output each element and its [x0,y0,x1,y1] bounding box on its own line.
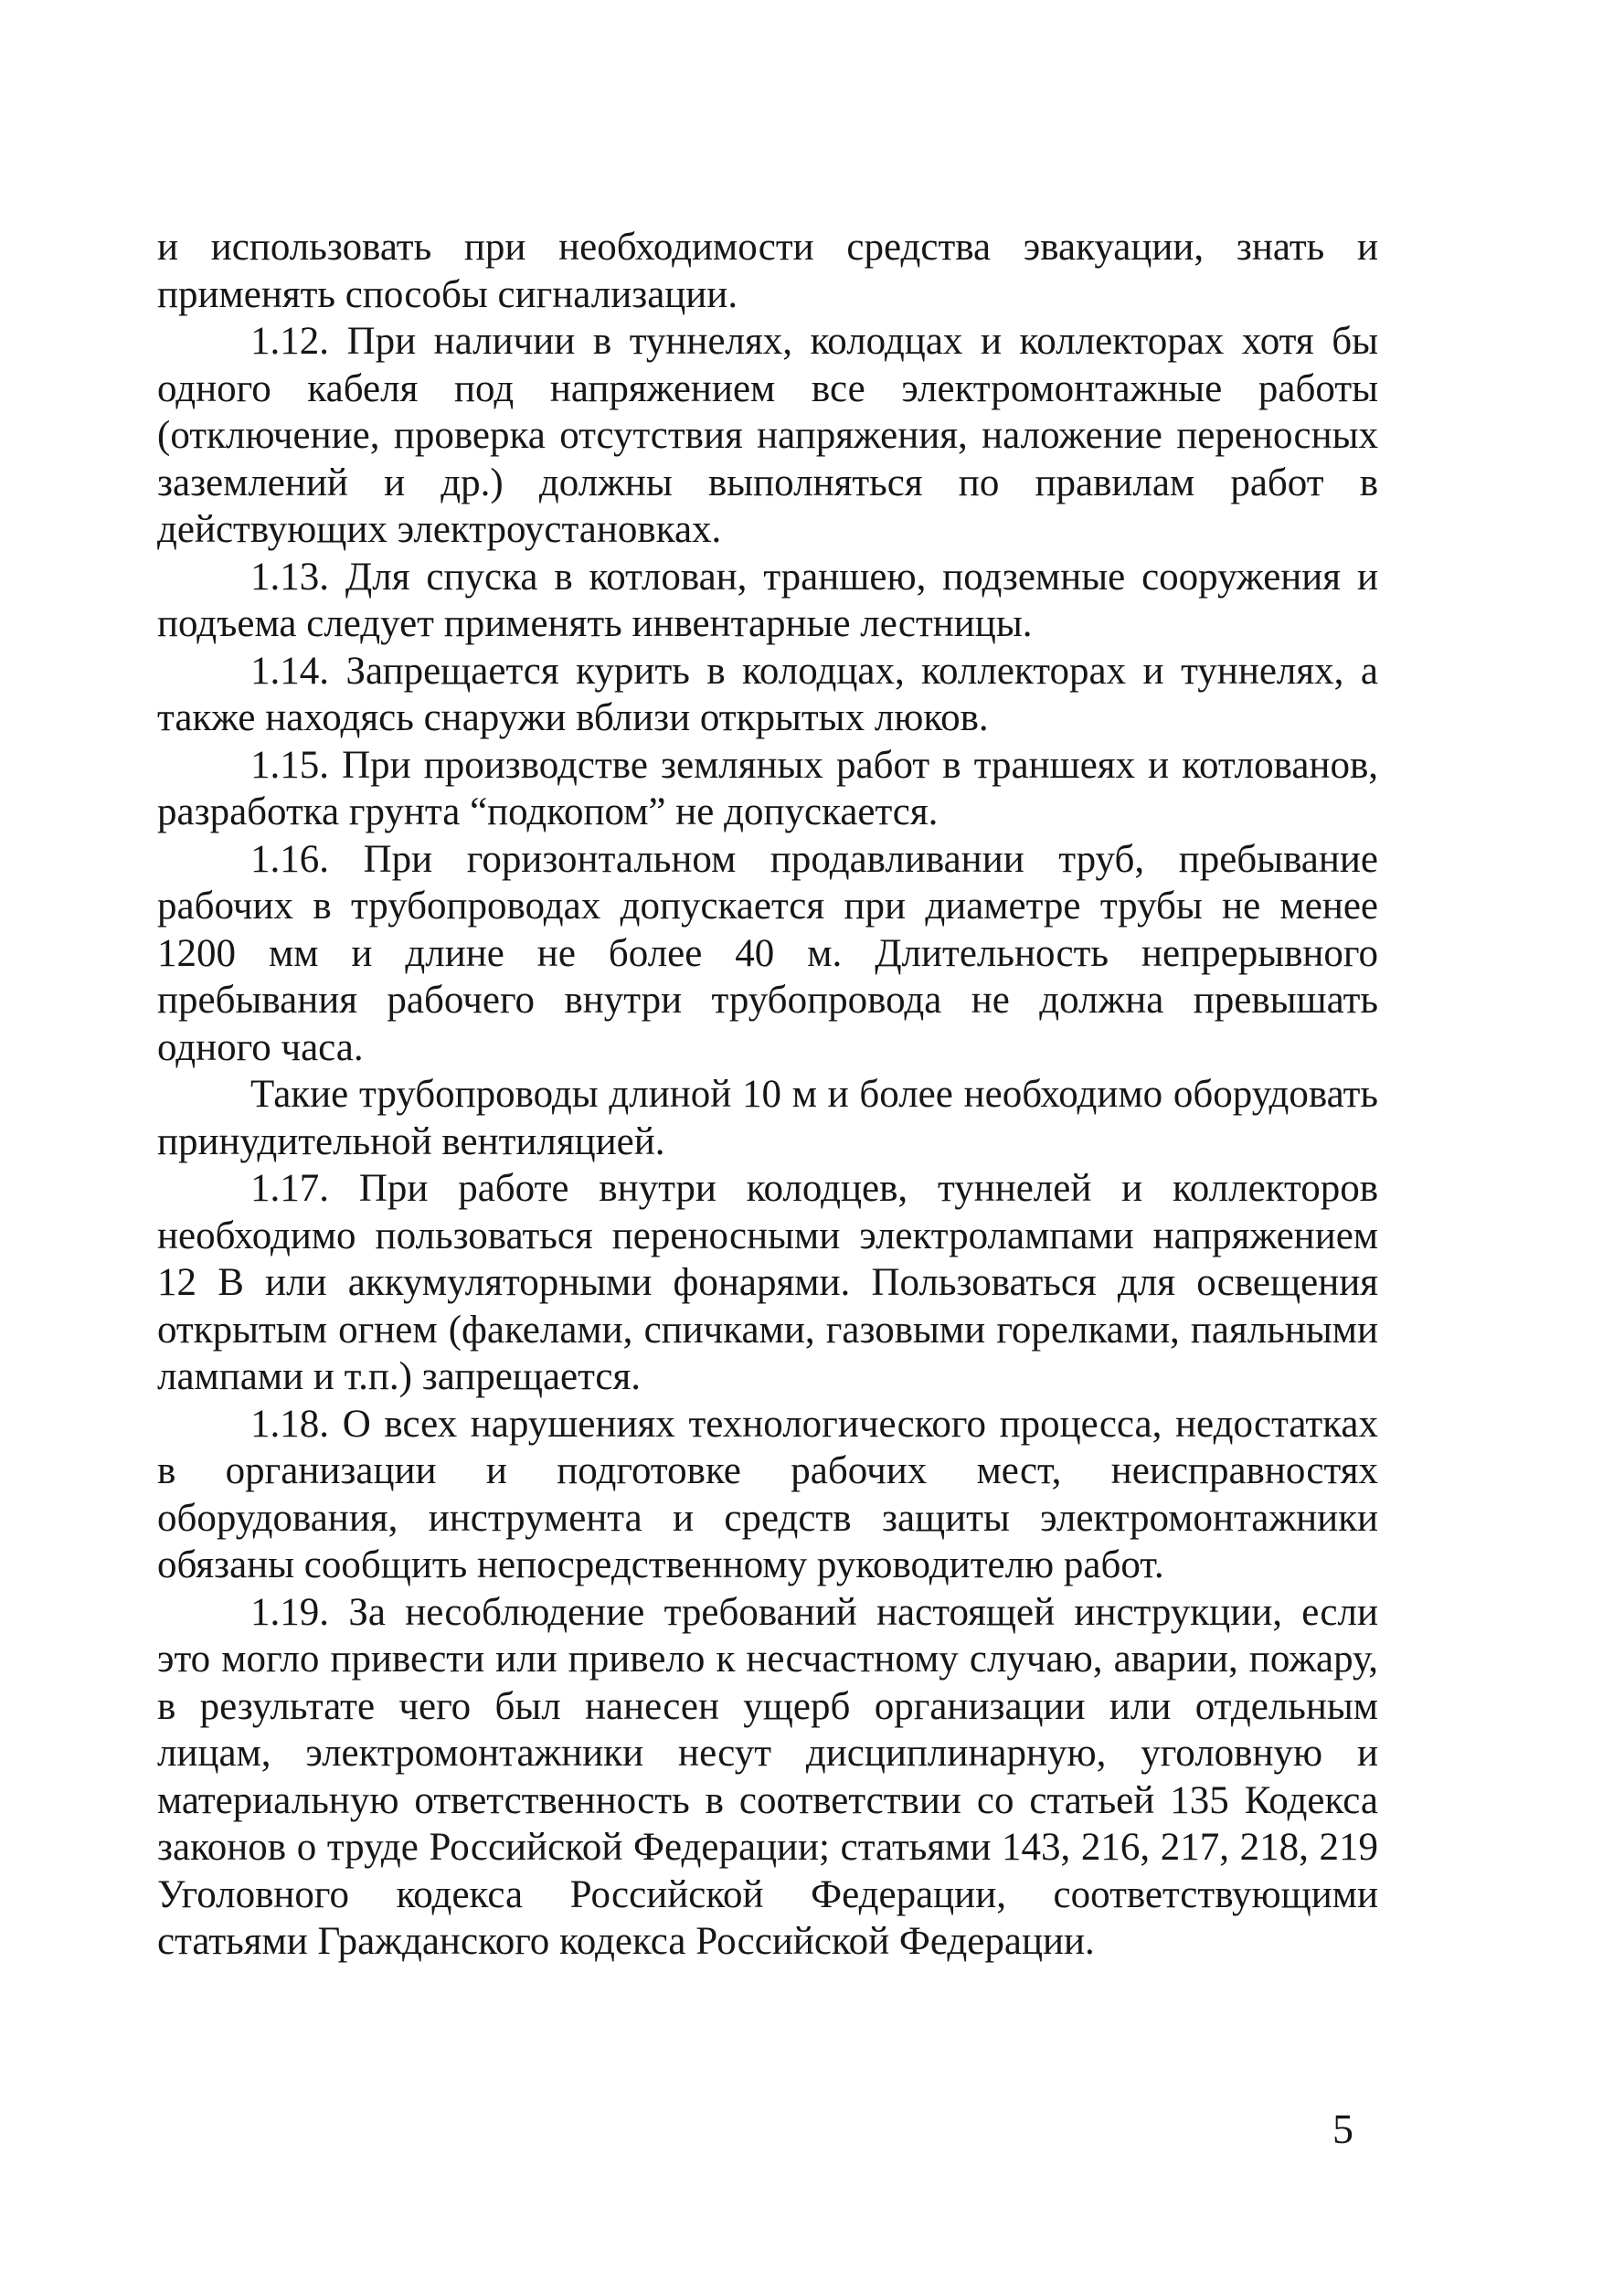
paragraph-text: Такие трубопроводы длиной 10 м и более необходимо оборудовать принудительной вентиляцией. [157,1073,1378,1163]
paragraph-number: 1.19. [250,1590,329,1634]
paragraph-text: При производстве земляных работ в траншеях и котлованов, разработка грунта “подкопом” не допускается. [157,743,1378,833]
paragraph-text: При горизонтальном продавливании труб, пребывание рабочих в трубопроводах допускается при диаметре трубы не менее 1200 мм и длине не более 40 м. Длительность непрерывного пребывания рабочего внутри трубопровода не должна превышать одного часа. [157,837,1379,1069]
paragraph-1-19 [157,1589,1378,1966]
paragraph-1-13 [157,554,1378,648]
paragraph-number: 1.18. [250,1402,329,1446]
paragraph-1-14 [157,648,1378,742]
paragraph-text: Для спуска в котлован, траншею, подземные сооружения и подъема следует применять инвентарные лестницы. [157,555,1378,645]
paragraph-number: 1.16. [250,837,329,881]
paragraph-1-18 [157,1401,1378,1589]
paragraph-text: За несоблюдение требований настоящей инструкции, если это могло привести или привело к несчастному случаю, аварии, пожару, в результате чего был нанесен ущерб организации или отдельным лицам, электромонтажники несут дисциплинарную, уголовную и материальную ответственность в соответствии со статьей 135 Кодекса законов о труде Российской Федерации; статьями 143, 216, 217, 218, 219 Уголовного кодекса Российской Федерации, соответствующими статьями Гражданского кодекса Российской Федерации. [157,1590,1378,1963]
paragraph-text: и использовать при необходимости средства эвакуации, знать и применять способы сигнализации. [157,226,1378,316]
paragraph-text: При работе внутри колодцев, туннелей и коллекторов необходимо пользоваться переносными электролампами напряжением 12 В или аккумуляторными фонарями. Пользоваться для освещения открытым огнем (факелами, спичками, газовыми горелками, паяльными лампами и т.п.) запрещается. [157,1167,1379,1398]
paragraph-number: 1.12. [250,320,329,363]
paragraph-text: Запрещается курить в колодцах, коллекторах и туннелях, а также находясь снаружи вблизи открытых люков. [157,649,1378,739]
document-body [157,224,1378,1966]
paragraph-1-16 [157,836,1378,1072]
paragraph-text: О всех нарушениях технологического процесса, недостатках в организации и подготовке рабочих мест, неисправностях оборудования, инструмента и средств защиты электромонтажники обязаны сообщить непосредственному руководителю работ. [157,1402,1379,1586]
paragraph-text: При наличии в туннелях, колодцах и коллекторах хотя бы одного кабеля под напряжением все электромонтажные работы (отключение, проверка отсутствия напряжения, наложение переносных заземлений и др.) должны выполняться по правилам работ в действующих электроустановках. [157,320,1378,551]
paragraph-number: 1.14. [250,649,329,693]
paragraph-continuation [157,224,1378,318]
paragraph-1-12 [157,318,1378,554]
paragraph-number: 1.15. [250,743,329,787]
paragraph-number: 1.13. [250,555,329,599]
paragraph-number: 1.17. [250,1167,329,1210]
paragraph-1-16-continued [157,1071,1378,1165]
page-number: 5 [1332,2105,1353,2152]
paragraph-1-17 [157,1165,1378,1401]
paragraph-1-15 [157,742,1378,836]
